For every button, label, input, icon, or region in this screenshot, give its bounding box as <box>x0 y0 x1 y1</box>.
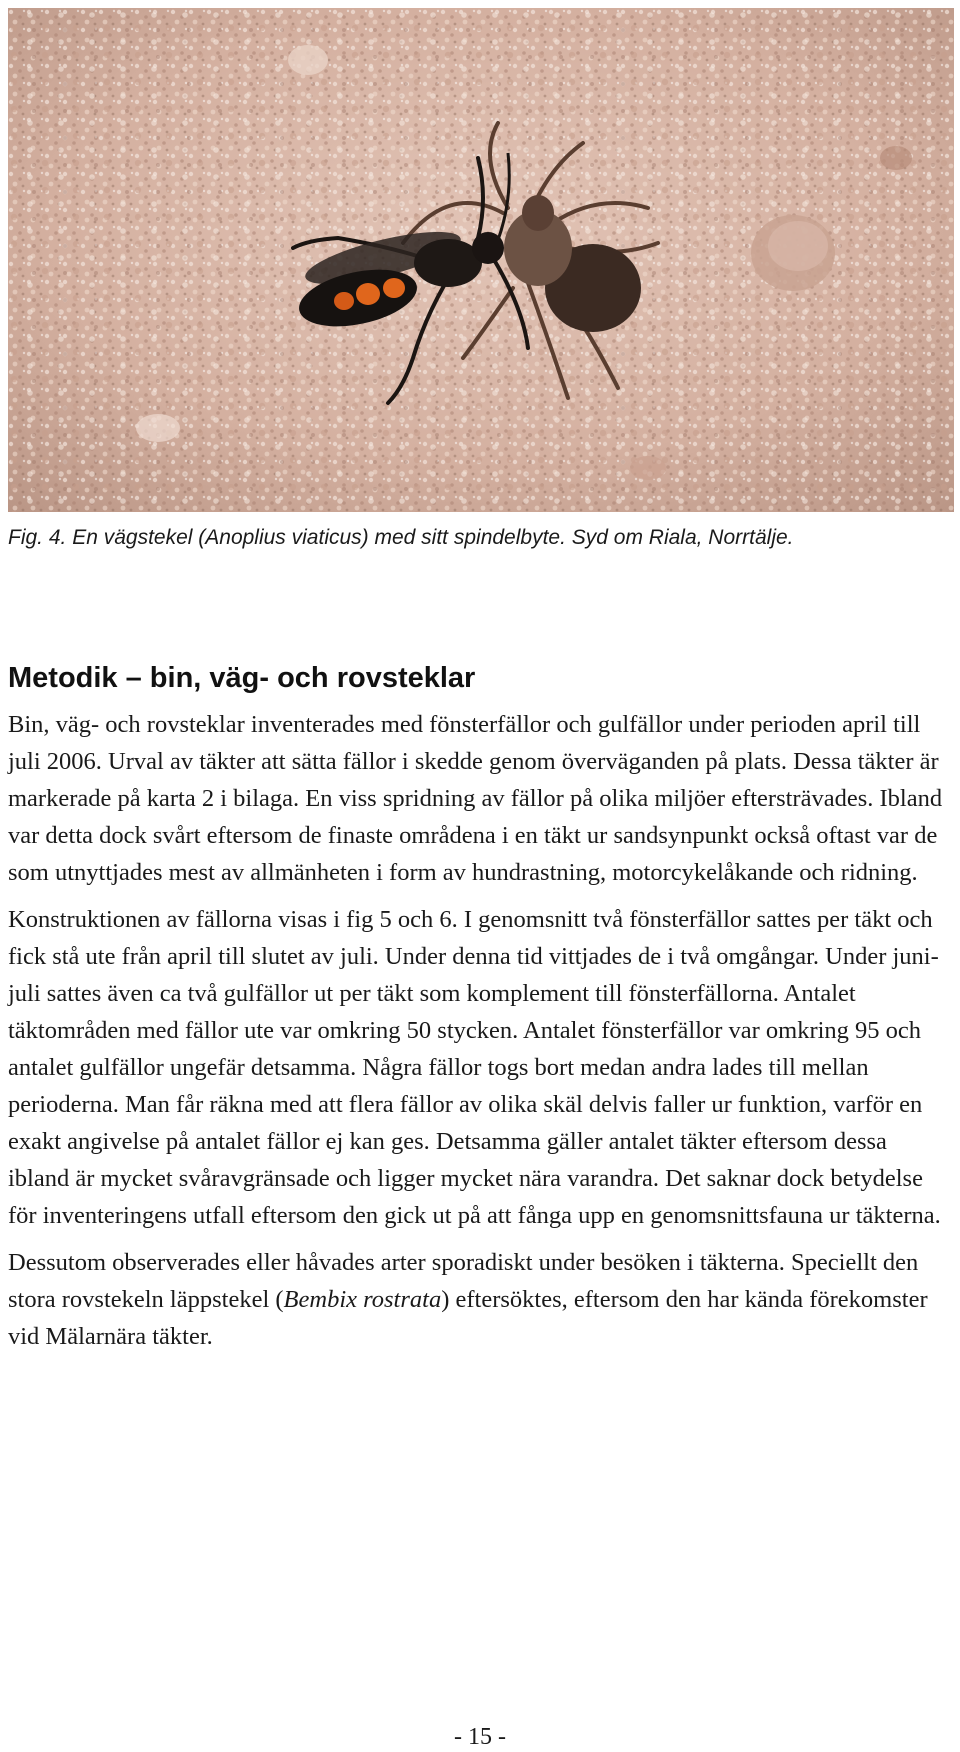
wasp-with-spider-photo <box>8 8 954 512</box>
section-heading: Metodik – bin, väg- och rovsteklar <box>8 662 476 694</box>
figure-caption: Fig. 4. En vägstekel (Anoplius viaticus) med sitt spindelbyte. Syd om Riala, Norrtälje. <box>8 526 794 549</box>
paragraph-3-text-start: Dessutom observerades eller håvades arter sporadiskt under besöken i täkterna. Speciellt den stora rovstekeln läppstekel ( <box>8 1249 919 1313</box>
species-name: Bembix rostrata <box>283 1286 442 1313</box>
paragraph-1: Bin, väg- och rovsteklar inventerades med fönsterfällor och gulfällor under perioden april till juli 2006. Urval av täkter att sätta fällor i skedde genom överväganden på plats. Dessa täkter är markerade på karta 2 i bilaga. En viss spridning av fällor på olika miljöer eftersträvades. Ibland var detta dock svårt eftersom de finaste områdena i en täkt ur sandsynpunkt också oftast var de som utnyttjades mest av allmänheten i form av hundrastning, motorcykelåkande och ridning. <box>8 711 943 886</box>
wasp-with-spider-photo-icon <box>8 8 954 512</box>
body-text <box>8 706 953 1365</box>
paragraph-2: Konstruktionen av fällorna visas i fig 5 och 6. I genomsnitt två fönsterfällor sattes per täkt och fick stå ute från april till slutet av juli. Under denna tid vittjades de i två omgångar. Under juni-juli sattes även ca två gulfällor ut per täkt som komplement till fönsterfällorna. Antalet täktområden med fällor ute var omkring 50 stycken. Antalet fönsterfällor var omkring 95 och antalet gulfällor ungefär detsamma. Några fällor togs bort medan andra lades till mellan perioderna. Man får räkna med att flera fällor av olika skäl delvis faller ur funktion, varför en exakt angivelse på antalet fällor ej kan ges. Detsamma gäller antalet täkter eftersom dessa ibland är mycket svåravgränsade och ligger mycket nära varandra. Det saknar dock betydelse för inventeringens utfall eftersom den gick ut på att fånga upp en genomsnittsfauna ur täkterna. <box>8 906 941 1229</box>
paragraph-3-text-end: ) eftersöktes, eftersom den har kända förekomster vid Mälarnära täkter. <box>8 1286 928 1350</box>
page-number: - 15 - <box>454 1724 506 1750</box>
paragraph-3 <box>8 1244 953 1355</box>
